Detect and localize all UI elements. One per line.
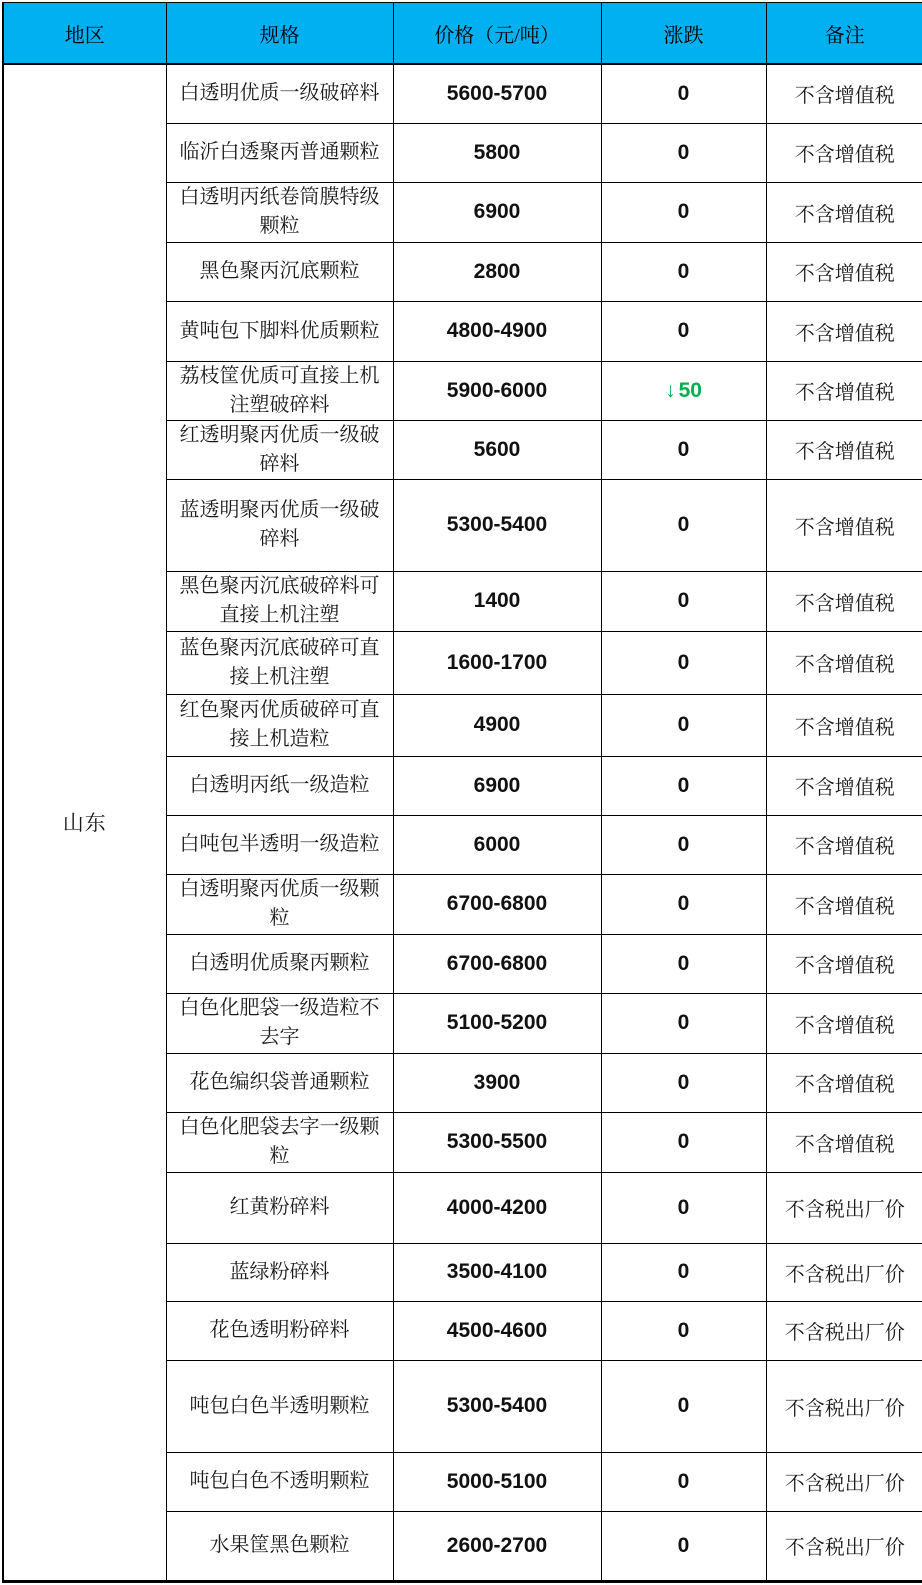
price-cell: 5100-5200 [393,993,601,1053]
change-cell: 0 [601,1452,766,1511]
change-cell: 0 [601,420,766,479]
header-region: 地区 [3,3,166,65]
note-cell: 不含税出厂价 [766,1360,922,1452]
note-cell: 不含增值税 [766,479,922,571]
table-row [3,64,922,123]
price-cell: 2600-2700 [393,1511,601,1581]
spec-cell: 白吨包半透明一级造粒 [166,815,393,874]
note-cell: 不含增值税 [766,874,922,934]
spec-cell: 红黄粉碎料 [166,1172,393,1243]
note-cell: 不含税出厂价 [766,1243,922,1301]
header-spec: 规格 [166,3,393,65]
change-cell: 0 [601,479,766,571]
note-cell: 不含税出厂价 [766,1172,922,1243]
header-row [3,3,922,65]
change-cell: 0 [601,1112,766,1172]
note-cell: 不含增值税 [766,1112,922,1172]
change-cell: 0 [601,1172,766,1243]
region-cell: 山东 [3,64,166,1581]
note-cell: 不含增值税 [766,242,922,301]
price-cell: 6900 [393,182,601,242]
price-cell: 3500-4100 [393,1243,601,1301]
spec-cell: 红色聚丙优质破碎可直接上机造粒 [166,694,393,756]
change-cell: 0 [601,64,766,123]
change-cell: 0 [601,631,766,694]
spec-cell: 荔枝筐优质可直接上机注塑破碎料 [166,361,393,420]
change-cell: 0 [601,1511,766,1581]
change-cell: 0 [601,242,766,301]
note-cell: 不含税出厂价 [766,1301,922,1360]
spec-cell: 白透明聚丙优质一级颗粒 [166,874,393,934]
change-cell: 0 [601,694,766,756]
header-price: 价格（元/吨） [393,3,601,65]
change-cell: 0 [601,301,766,361]
header-note: 备注 [766,3,922,65]
spec-cell: 临沂白透聚丙普通颗粒 [166,123,393,182]
price-cell: 5900-6000 [393,361,601,420]
price-cell: 3900 [393,1053,601,1112]
spec-cell: 白透明丙纸一级造粒 [166,756,393,815]
note-cell: 不含增值税 [766,420,922,479]
spec-cell: 黄吨包下脚料优质颗粒 [166,301,393,361]
spec-cell: 白透明优质聚丙颗粒 [166,934,393,993]
change-cell: 0 [601,571,766,631]
note-cell: 不含增值税 [766,934,922,993]
price-cell: 5600-5700 [393,64,601,123]
price-cell: 4900 [393,694,601,756]
change-cell: 0 [601,815,766,874]
change-cell: 0 [601,123,766,182]
spec-cell: 黑色聚丙沉底颗粒 [166,242,393,301]
price-cell: 4800-4900 [393,301,601,361]
price-cell: 5300-5500 [393,1112,601,1172]
spec-cell: 白透明优质一级破碎料 [166,64,393,123]
down-arrow-icon: ↓ [665,378,676,402]
spec-cell: 吨包白色半透明颗粒 [166,1360,393,1452]
spec-cell: 白透明丙纸卷筒膜特级颗粒 [166,182,393,242]
note-cell: 不含增值税 [766,993,922,1053]
price-table [2,2,922,1583]
note-cell: 不含增值税 [766,694,922,756]
price-cell: 5300-5400 [393,1360,601,1452]
spec-cell: 黑色聚丙沉底破碎料可直接上机注塑 [166,571,393,631]
table-body [3,64,922,1581]
note-cell: 不含增值税 [766,361,922,420]
spec-cell: 蓝绿粉碎料 [166,1243,393,1301]
note-cell: 不含增值税 [766,815,922,874]
change-cell: 0 [601,1360,766,1452]
price-cell: 4500-4600 [393,1301,601,1360]
change-cell: 0 [601,874,766,934]
note-cell: 不含税出厂价 [766,1452,922,1511]
spec-cell: 吨包白色不透明颗粒 [166,1452,393,1511]
change-cell: 0 [601,1053,766,1112]
note-cell: 不含增值税 [766,301,922,361]
price-cell: 5800 [393,123,601,182]
note-cell: 不含增值税 [766,64,922,123]
price-cell: 6000 [393,815,601,874]
note-cell: 不含增值税 [766,123,922,182]
spec-cell: 花色编织袋普通颗粒 [166,1053,393,1112]
change-cell: 0 [601,1301,766,1360]
spec-cell: 水果筐黑色颗粒 [166,1511,393,1581]
spec-cell: 蓝透明聚丙优质一级破碎料 [166,479,393,571]
spec-cell: 白色化肥袋去字一级颗粒 [166,1112,393,1172]
note-cell: 不含增值税 [766,571,922,631]
price-cell: 2800 [393,242,601,301]
note-cell: 不含税出厂价 [766,1511,922,1581]
change-value: 50 [678,378,702,402]
price-cell: 1400 [393,571,601,631]
change-cell: 0 [601,934,766,993]
price-cell: 6700-6800 [393,934,601,993]
spec-cell: 白色化肥袋一级造粒不去字 [166,993,393,1053]
change-cell: 0 [601,182,766,242]
header-change: 涨跌 [601,3,766,65]
spec-cell: 红透明聚丙优质一级破碎料 [166,420,393,479]
note-cell: 不含增值税 [766,182,922,242]
change-cell [601,361,766,420]
change-cell: 0 [601,756,766,815]
price-cell: 1600-1700 [393,631,601,694]
price-cell: 6900 [393,756,601,815]
change-cell: 0 [601,1243,766,1301]
spec-cell: 花色透明粉碎料 [166,1301,393,1360]
change-cell: 0 [601,993,766,1053]
note-cell: 不含增值税 [766,1053,922,1112]
note-cell: 不含增值税 [766,631,922,694]
spec-cell: 蓝色聚丙沉底破碎可直接上机注塑 [166,631,393,694]
note-cell: 不含增值税 [766,756,922,815]
price-cell: 5600 [393,420,601,479]
price-cell: 6700-6800 [393,874,601,934]
price-cell: 5300-5400 [393,479,601,571]
price-cell: 5000-5100 [393,1452,601,1511]
price-cell: 4000-4200 [393,1172,601,1243]
